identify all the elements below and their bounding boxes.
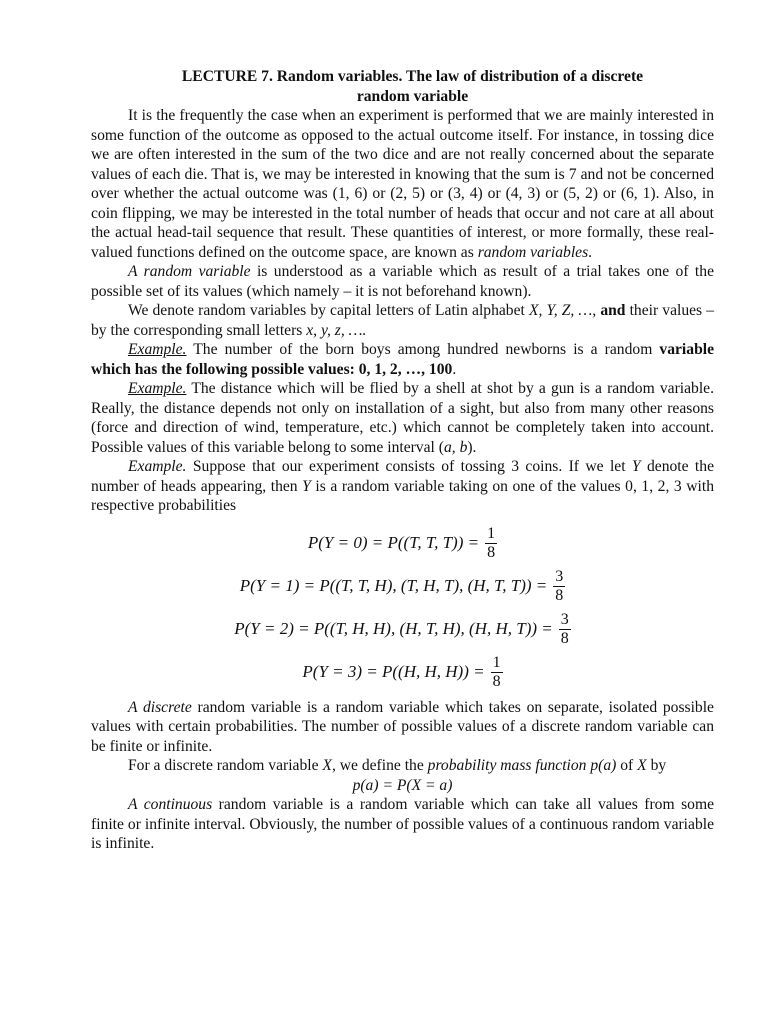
fraction-numerator: 1: [487, 524, 496, 542]
var-x: X: [637, 757, 647, 774]
lecture-title: [91, 67, 714, 106]
example-label: Example.: [128, 380, 187, 397]
definition-paragraph: [91, 262, 714, 301]
probability-formulas: [91, 522, 714, 694]
formula-lhs: P(Y = 2) = P((T, H, H), (H, T, H), (H, H, T)) =: [234, 619, 553, 639]
fraction: [559, 611, 571, 648]
example-1-values: variable which has the following possible values: 0, 1, 2, …, 100: [91, 341, 714, 378]
fraction-denominator: 8: [555, 586, 564, 604]
intro-end: .: [588, 243, 593, 261]
definition-text: is understood as a variable which as result of a trial takes one of the possible set of its values (which namely – it is not beforehand known).: [91, 263, 714, 300]
example-2-text: The distance which will be flied by a shell at shot by a gun is a random variable. Really, the distance depends not only on installation of a sight, but also from many other reasons (force and direction of wind, temperature, etc.) which cannot be completely taken into account. Possible values of this variable belong to some interval (: [91, 380, 714, 456]
var-x: X: [322, 757, 332, 774]
notation-paragraph: [91, 301, 714, 340]
notation-and: and: [596, 302, 626, 319]
formula-line: [91, 651, 714, 694]
formula-lhs: P(Y = 1) = P((T, T, H), (T, H, T), (H, T, T)) =: [239, 576, 548, 596]
fraction: [485, 525, 497, 562]
example-3-text-2: denote the number of heads appearing, then: [91, 458, 714, 495]
example-1-text: The number of the born boys among hundred newborns is a random: [186, 341, 660, 358]
fraction-denominator: 8: [487, 543, 496, 561]
fraction-numerator: 3: [560, 610, 569, 628]
notation-text: We denote random variables by capital letters of Latin alphabet: [128, 302, 529, 319]
lecture-page: [91, 67, 714, 854]
example-1: [91, 340, 714, 379]
formula-lhs: P(Y = 0) = P((T, T, T)) =: [307, 533, 480, 553]
term-continuous: A continuous: [128, 796, 213, 813]
var-y: Y: [302, 477, 311, 495]
formula-lhs: P(Y = 3) = P((H, H, H)) =: [302, 662, 485, 682]
term-random-variables: random variables: [477, 243, 589, 261]
notation-text-2: their values – by the corresponding small letters: [91, 302, 715, 339]
intro-paragraph: [91, 106, 714, 262]
term-random-variable: A random variable: [128, 263, 251, 280]
formula-line: [91, 565, 714, 608]
continuous-text: random variable is a random variable which can take all values from some finite or infinite interval. Obviously, the number of possible values of a continuous random variable is infinite.: [91, 796, 715, 852]
term-pmf: probability mass function p(a): [427, 757, 617, 774]
fraction-numerator: 3: [555, 567, 564, 585]
example-3: [91, 457, 714, 516]
discrete-paragraph: [91, 698, 714, 757]
pmf-text-2: , we define the: [331, 757, 428, 774]
fraction-numerator: 1: [492, 653, 501, 671]
example-3-text: Suppose that our experiment consists of tossing 3 coins. If we let: [186, 458, 632, 475]
formula-line: [91, 522, 714, 565]
example-label: Example.: [128, 458, 187, 475]
interval-ab: a, b: [443, 438, 468, 456]
continuous-paragraph: [91, 795, 714, 854]
pmf-paragraph: [91, 756, 714, 776]
title-line-1: LECTURE 7. Random variables. The law of distribution of a discrete: [181, 68, 644, 85]
notation-capitals: X, Y, Z, …,: [528, 302, 597, 319]
notation-smalls: x, y, z, ….: [306, 321, 367, 339]
fraction: [491, 654, 503, 691]
var-y: Y: [631, 458, 641, 475]
formula-line: [91, 608, 714, 651]
example-label: Example.: [128, 341, 187, 358]
fraction: [553, 568, 565, 605]
pmf-formula: p(a) = P(X = a): [352, 776, 453, 794]
example-1-end: .: [452, 360, 457, 378]
intro-text: It is the frequently the case when an experiment is performed that we are mainly interested in some function of the outcome as opposed to the actual outcome itself. For instance, in tossing dice we are often interested in the sum of the two dice and are not really concerned about the separate values of each die. That is, we may be interested in knowing that the sum is 7 and not be concerned over whether the actual outcome was (1, 6) or (2, 5) or (3, 4) or (4, 3) or (5, 2) or (6, 1). Also, in coin flipping, we may be interested in the total number of heads that occur and not care at all about the actual head-tail sequence that result. These quantities of interest, or more formally, these real-valued functions defined on the outcome space, are known as: [91, 107, 714, 261]
term-discrete: A discrete: [128, 698, 192, 716]
pmf-text-3: of: [616, 757, 638, 774]
example-3-text-3: is a random variable taking on one of the values 0, 1, 2, 3 with respective probabilities: [91, 477, 714, 514]
example-2: [91, 379, 714, 457]
discrete-text: random variable is a random variable which takes on separate, isolated possible values with certain probabilities. The number of possible values of a discrete random variable can be finite or infinite.: [91, 698, 714, 755]
pmf-text-4: by: [646, 757, 667, 774]
fraction-denominator: 8: [492, 672, 501, 690]
fraction-denominator: 8: [560, 629, 569, 647]
title-line-2: random variable: [356, 87, 469, 105]
pmf-text: For a discrete random variable: [128, 757, 323, 774]
example-2-end: ).: [467, 438, 477, 456]
